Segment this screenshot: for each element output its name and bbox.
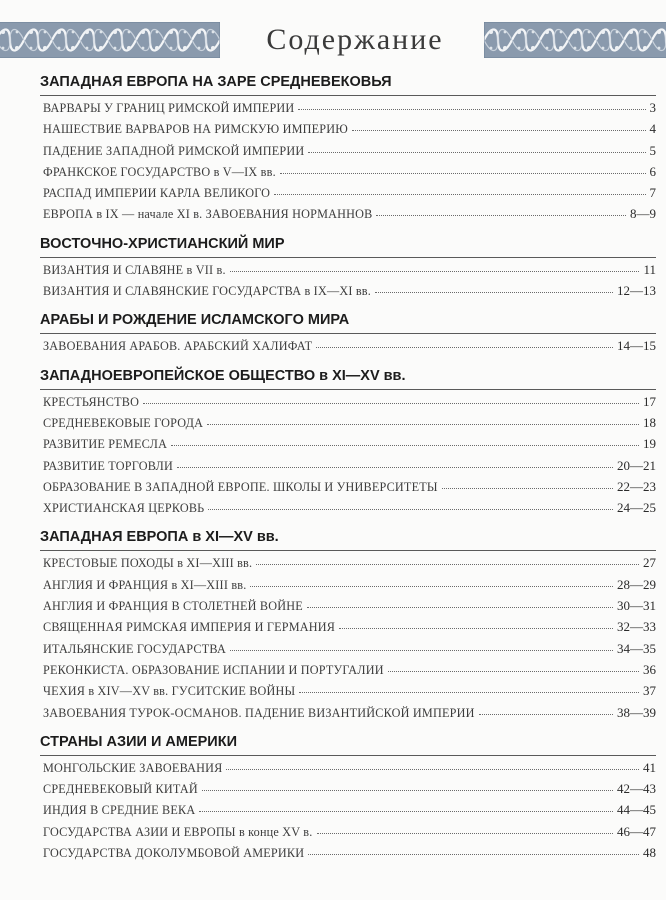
toc-entry[interactable]	[40, 143, 656, 164]
dot-leader	[307, 607, 613, 608]
toc-entry-label: КРЕСТЬЯНСТВО	[43, 394, 140, 409]
section-western-european-society	[40, 366, 656, 522]
table-of-contents	[40, 72, 656, 872]
toc-entry[interactable]	[40, 683, 656, 704]
section-title: ЗАПАДНОЕВРОПЕЙСКОЕ ОБЩЕСТВО в XI—XV вв.	[40, 366, 656, 390]
toc-entry-page: 41	[643, 759, 656, 775]
toc-entry[interactable]	[40, 338, 656, 359]
toc-entry[interactable]	[40, 598, 656, 619]
toc-entry-label: РАСПАД ИМПЕРИИ КАРЛА ВЕЛИКОГО	[43, 186, 271, 201]
dot-leader	[352, 130, 645, 131]
toc-entry-page: 24—25	[617, 500, 656, 516]
toc-entry-page: 30—31	[617, 598, 656, 614]
section-western-europe-early	[40, 72, 656, 228]
toc-entry-page: 44—45	[617, 802, 656, 818]
page-title: Содержание	[266, 23, 444, 56]
toc-entry-label: ФРАНКСКОЕ ГОСУДАРСТВО в V—IX вв.	[43, 164, 276, 179]
toc-entry[interactable]	[40, 802, 656, 823]
toc-entry[interactable]	[40, 206, 656, 227]
toc-entry-page: 22—23	[617, 478, 656, 494]
toc-entry[interactable]	[40, 705, 656, 726]
toc-entry[interactable]	[40, 641, 656, 662]
dot-leader	[256, 564, 639, 565]
dot-leader	[442, 488, 613, 489]
toc-entry-label: ГОСУДАРСТВА ДОКОЛУМБОВОЙ АМЕРИКИ	[43, 846, 305, 861]
toc-entry-page: 8—9	[630, 206, 656, 222]
dot-leader	[171, 445, 639, 446]
dot-leader	[207, 424, 639, 425]
toc-entry[interactable]	[40, 479, 656, 500]
toc-entry-page: 7	[649, 185, 656, 201]
section-eastern-christian-world	[40, 234, 656, 305]
toc-entry[interactable]	[40, 415, 656, 436]
toc-entry[interactable]	[40, 436, 656, 457]
toc-entry[interactable]	[40, 577, 656, 598]
section-arabs-islam	[40, 310, 656, 359]
toc-entry-label: МОНГОЛЬСКИЕ ЗАВОЕВАНИЯ	[43, 760, 223, 775]
toc-entry[interactable]	[40, 121, 656, 142]
toc-entry-page: 4	[649, 121, 656, 137]
toc-entry-page: 38—39	[617, 704, 656, 720]
toc-entry-label: АНГЛИЯ И ФРАНЦИЯ в XI—XIII вв.	[43, 577, 247, 592]
dot-leader	[230, 650, 613, 651]
toc-entry[interactable]	[40, 781, 656, 802]
toc-entry-page: 37	[643, 683, 656, 699]
toc-entry-page: 17	[643, 393, 656, 409]
toc-entry-label: РАЗВИТИЕ РЕМЕСЛА	[43, 437, 168, 452]
toc-entry[interactable]	[40, 662, 656, 683]
toc-entry-page: 27	[643, 555, 656, 571]
dot-leader	[202, 790, 613, 791]
section-title: ЗАПАДНАЯ ЕВРОПА в XI—XV вв.	[40, 527, 656, 551]
toc-entry-label: ИТАЛЬЯНСКИЕ ГОСУДАРСТВА	[43, 641, 226, 656]
section-asia-america	[40, 732, 656, 866]
toc-entry[interactable]	[40, 824, 656, 845]
toc-entry-label: ЧЕХИЯ в XIV—XV вв. ГУСИТСКИЕ ВОЙНЫ	[43, 684, 296, 699]
toc-entry-label: СВЯЩЕННАЯ РИМСКАЯ ИМПЕРИЯ И ГЕРМАНИЯ	[43, 620, 336, 635]
toc-entry-label: ПАДЕНИЕ ЗАПАДНОЙ РИМСКОЙ ИМПЕРИИ	[43, 143, 305, 158]
dot-leader	[298, 109, 645, 110]
section-title: ЗАПАДНАЯ ЕВРОПА НА ЗАРЕ СРЕДНЕВЕКОВЬЯ	[40, 72, 656, 96]
toc-entry-label: СРЕДНЕВЕКОВЫЙ КИТАЙ	[43, 782, 198, 797]
dot-leader	[308, 854, 639, 855]
toc-entry[interactable]	[40, 185, 656, 206]
toc-entry-label: ГОСУДАРСТВА АЗИИ И ЕВРОПЫ в конце XV в.	[43, 824, 313, 839]
toc-entry-label: ИНДИЯ В СРЕДНИЕ ВЕКА	[43, 803, 196, 818]
dot-leader	[299, 692, 639, 693]
toc-entry-page: 48	[643, 845, 656, 861]
toc-entry-page: 32—33	[617, 619, 656, 635]
dot-leader	[177, 467, 613, 468]
toc-entry[interactable]	[40, 555, 656, 576]
section-western-europe-xi-xv	[40, 527, 656, 725]
dot-leader	[376, 215, 626, 216]
toc-entry-label: НАШЕСТВИЕ ВАРВАРОВ НА РИМСКУЮ ИМПЕРИЮ	[43, 122, 349, 137]
toc-entry[interactable]	[40, 394, 656, 415]
toc-entry-label: РАЗВИТИЕ ТОРГОВЛИ	[43, 458, 174, 473]
toc-entry-page: 19	[643, 436, 656, 452]
toc-entry[interactable]	[40, 845, 656, 866]
toc-entry-label: СРЕДНЕВЕКОВЫЕ ГОРОДА	[43, 415, 204, 430]
toc-entry[interactable]	[40, 100, 656, 121]
toc-entry-label: ЗАВОЕВАНИЯ ТУРОК-ОСМАНОВ. ПАДЕНИЕ ВИЗАНТИЙСКОЙ ИМПЕРИИ	[43, 705, 475, 720]
dot-leader	[208, 509, 613, 510]
toc-entry-label: АНГЛИЯ И ФРАНЦИЯ В СТОЛЕТНЕЙ ВОЙНЕ	[43, 599, 303, 614]
toc-entry-page: 14—15	[617, 338, 656, 354]
section-title: ВОСТОЧНО-ХРИСТИАНСКИЙ МИР	[40, 234, 656, 258]
dot-leader	[339, 628, 613, 629]
ornament-band-left	[0, 22, 220, 58]
dot-leader	[308, 152, 645, 153]
toc-entry-page: 18	[643, 414, 656, 430]
toc-entry[interactable]	[40, 262, 656, 283]
dot-leader	[280, 173, 646, 174]
toc-entry[interactable]	[40, 500, 656, 521]
toc-entry-page: 46—47	[617, 823, 656, 839]
dot-leader	[274, 194, 645, 195]
toc-entry-label: ЕВРОПА в IX — начале XI в. ЗАВОЕВАНИЯ НОРМАННОВ	[43, 207, 373, 222]
dot-leader	[250, 586, 613, 587]
section-title: СТРАНЫ АЗИИ И АМЕРИКИ	[40, 732, 656, 756]
toc-entry[interactable]	[40, 283, 656, 304]
toc-entry-label: КРЕСТОВЫЕ ПОХОДЫ в XI—XIII вв.	[43, 556, 253, 571]
dot-leader	[317, 833, 614, 834]
toc-entry[interactable]	[40, 619, 656, 640]
toc-entry-page: 28—29	[617, 576, 656, 592]
toc-entry-page: 20—21	[617, 457, 656, 473]
dot-leader	[375, 292, 613, 293]
toc-entry[interactable]	[40, 760, 656, 781]
toc-entry[interactable]	[40, 458, 656, 479]
page-header	[0, 20, 666, 60]
toc-entry[interactable]	[40, 164, 656, 185]
toc-entry-label: ВИЗАНТИЯ И СЛАВЯНСКИЕ ГОСУДАРСТВА в IX—XI вв.	[43, 284, 371, 299]
toc-entry-label: ОБРАЗОВАНИЕ В ЗАПАДНОЙ ЕВРОПЕ. ШКОЛЫ И УНИВЕРСИТЕТЫ	[43, 479, 438, 494]
toc-entry-label: ВИЗАНТИЯ И СЛАВЯНЕ в VII в.	[43, 262, 226, 277]
ornament-band-right	[484, 22, 666, 58]
toc-entry-label: ЗАВОЕВАНИЯ АРАБОВ. АРАБСКИЙ ХАЛИФАТ	[43, 339, 313, 354]
dot-leader	[226, 769, 639, 770]
dot-leader	[230, 271, 640, 272]
dot-leader	[479, 714, 613, 715]
toc-entry-page: 34—35	[617, 640, 656, 656]
dot-leader	[388, 671, 639, 672]
toc-entry-page: 3	[649, 100, 656, 115]
toc-entry-label: ВАРВАРЫ У ГРАНИЦ РИМСКОЙ ИМПЕРИИ	[43, 101, 295, 115]
toc-entry-page: 5	[649, 142, 656, 158]
dot-leader	[316, 347, 613, 348]
toc-entry-label: РЕКОНКИСТА. ОБРАЗОВАНИЕ ИСПАНИИ И ПОРТУГАЛИИ	[43, 662, 384, 677]
dot-leader	[143, 403, 639, 404]
section-title: АРАБЫ И РОЖДЕНИЕ ИСЛАМСКОГО МИРА	[40, 310, 656, 334]
dot-leader	[199, 811, 613, 812]
toc-entry-page: 42—43	[617, 781, 656, 797]
toc-entry-label: ХРИСТИАНСКАЯ ЦЕРКОВЬ	[43, 501, 205, 516]
toc-entry-page: 11	[643, 261, 656, 277]
toc-entry-page: 6	[649, 163, 656, 179]
toc-entry-page: 12—13	[617, 283, 656, 299]
toc-entry-page: 36	[643, 661, 656, 677]
